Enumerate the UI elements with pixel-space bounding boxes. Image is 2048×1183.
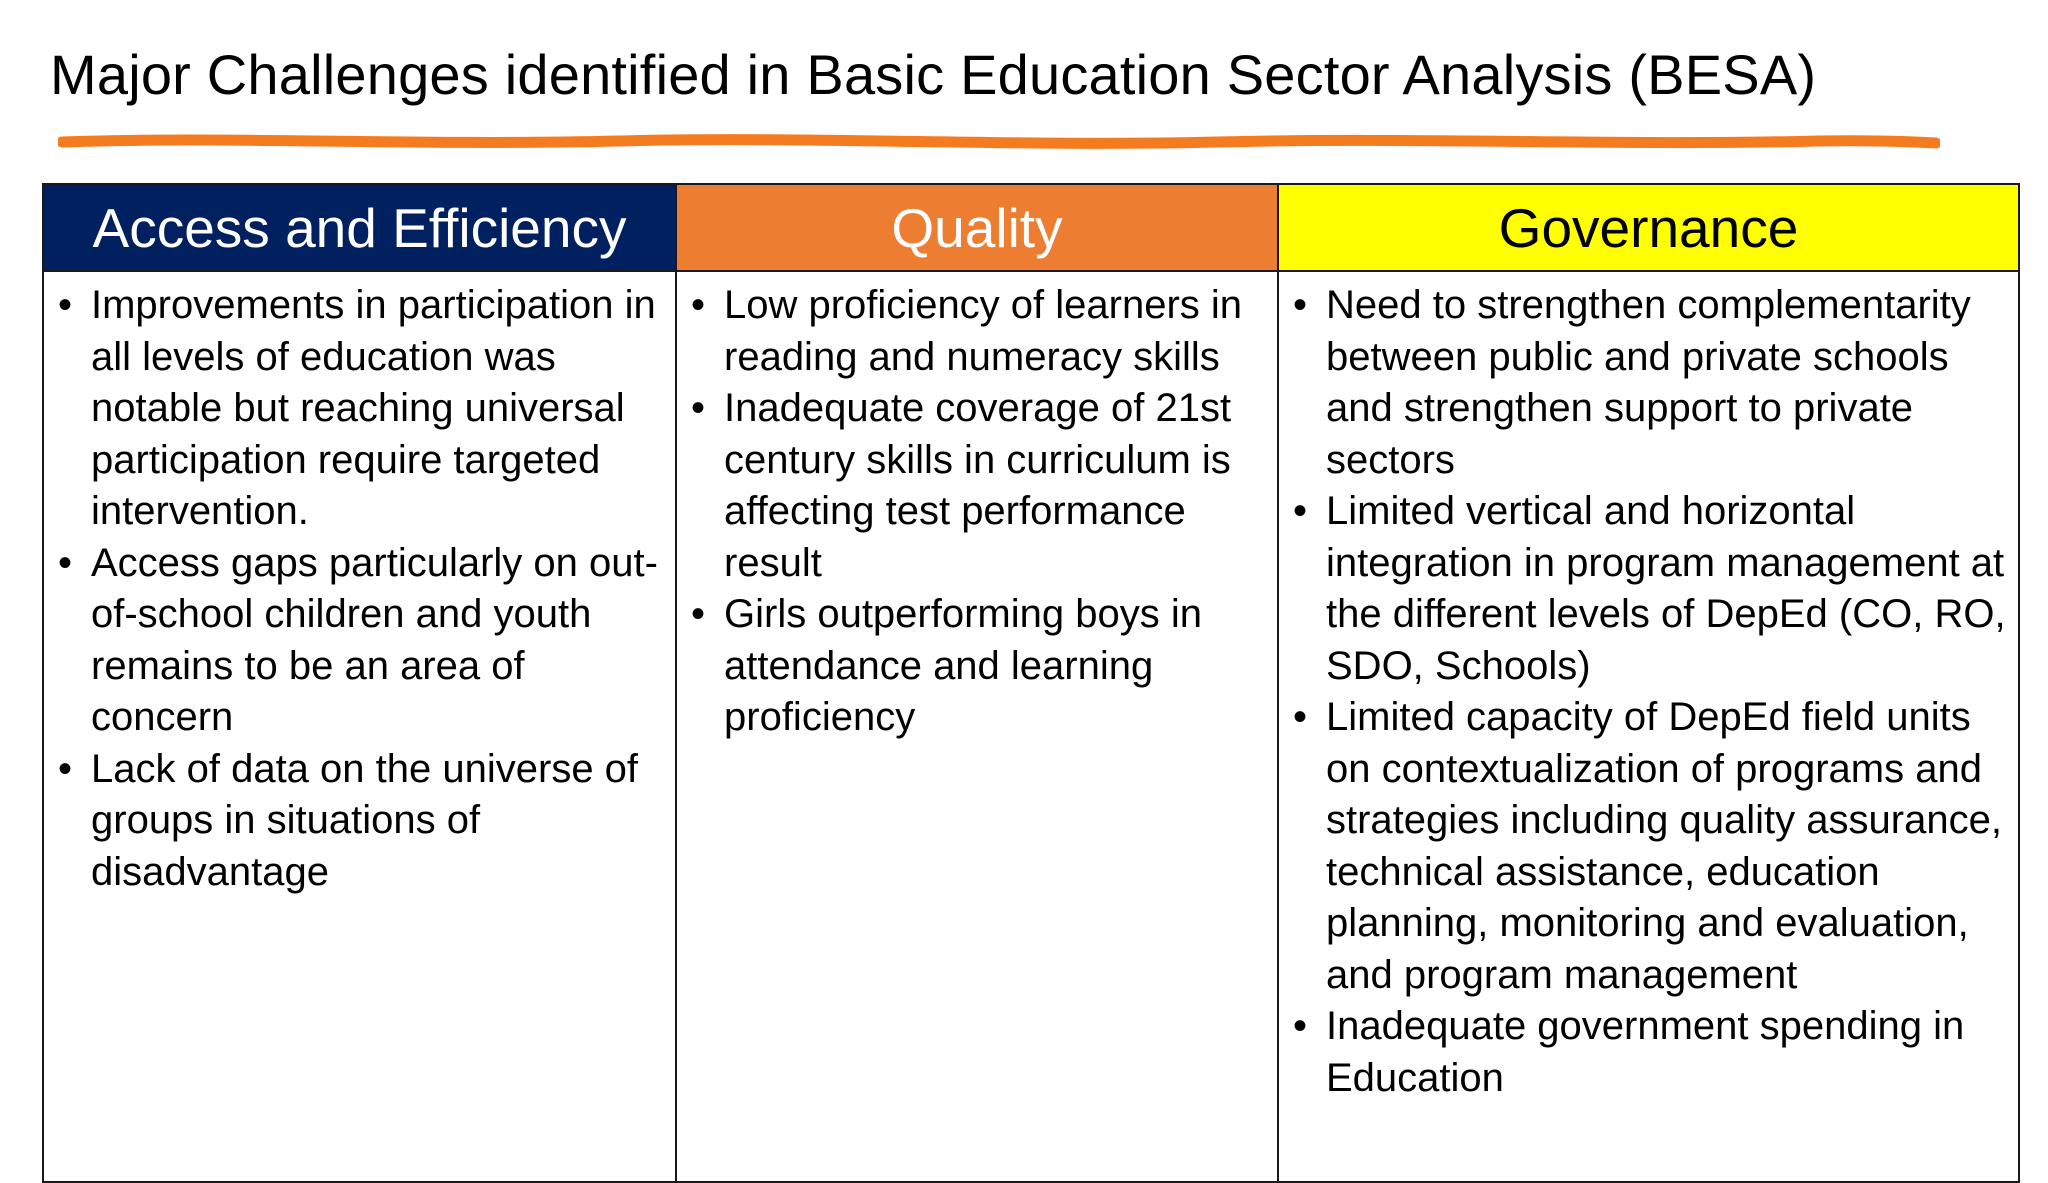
list-item: • Inadequate coverage of 21st century skills in curriculum is affecting test performance result: [691, 383, 1267, 589]
title-underline: [58, 130, 1940, 160]
list-item: • Limited capacity of DepEd field units on contextualization of programs and strategies including quality assurance, technical assistance, education planning, monitoring and evaluation, and program management: [1293, 692, 2008, 1001]
header-governance: Governance: [1278, 184, 2019, 271]
header-access-efficiency: Access and Efficiency: [43, 184, 676, 271]
quality-list: [691, 280, 1267, 744]
list-item: • Low proficiency of learners in reading and numeracy skills: [691, 280, 1267, 383]
access-efficiency-list: [58, 280, 665, 898]
table-body-row: [43, 271, 2019, 1182]
list-item: • Inadequate government spending in Education: [1293, 1001, 2008, 1104]
table-header-row: [43, 184, 2019, 271]
list-item: • Limited vertical and horizontal integration in program management at the different levels of DepEd (CO, RO, SDO, Schools): [1293, 486, 2008, 692]
quality-cell: [676, 271, 1278, 1182]
underline-stroke: [62, 140, 1936, 144]
list-item: • Need to strengthen complementarity between public and private schools and strengthen support to private sectors: [1293, 280, 2008, 486]
list-item: • Girls outperforming boys in attendance and learning proficiency: [691, 589, 1267, 744]
challenges-table: [42, 183, 2020, 1183]
list-item: • Improvements in participation in all levels of education was notable but reaching universal participation require targeted intervention.: [58, 280, 665, 538]
access-efficiency-cell: [43, 271, 676, 1182]
governance-list: [1293, 280, 2008, 1104]
header-quality: Quality: [676, 184, 1278, 271]
list-item: • Lack of data on the universe of groups in situations of disadvantage: [58, 744, 665, 899]
list-item: • Access gaps particularly on out-of-school children and youth remains to be an area of concern: [58, 538, 665, 744]
governance-cell: [1278, 271, 2019, 1182]
slide-title: Major Challenges identified in Basic Education Sector Analysis (BESA): [50, 43, 1817, 106]
